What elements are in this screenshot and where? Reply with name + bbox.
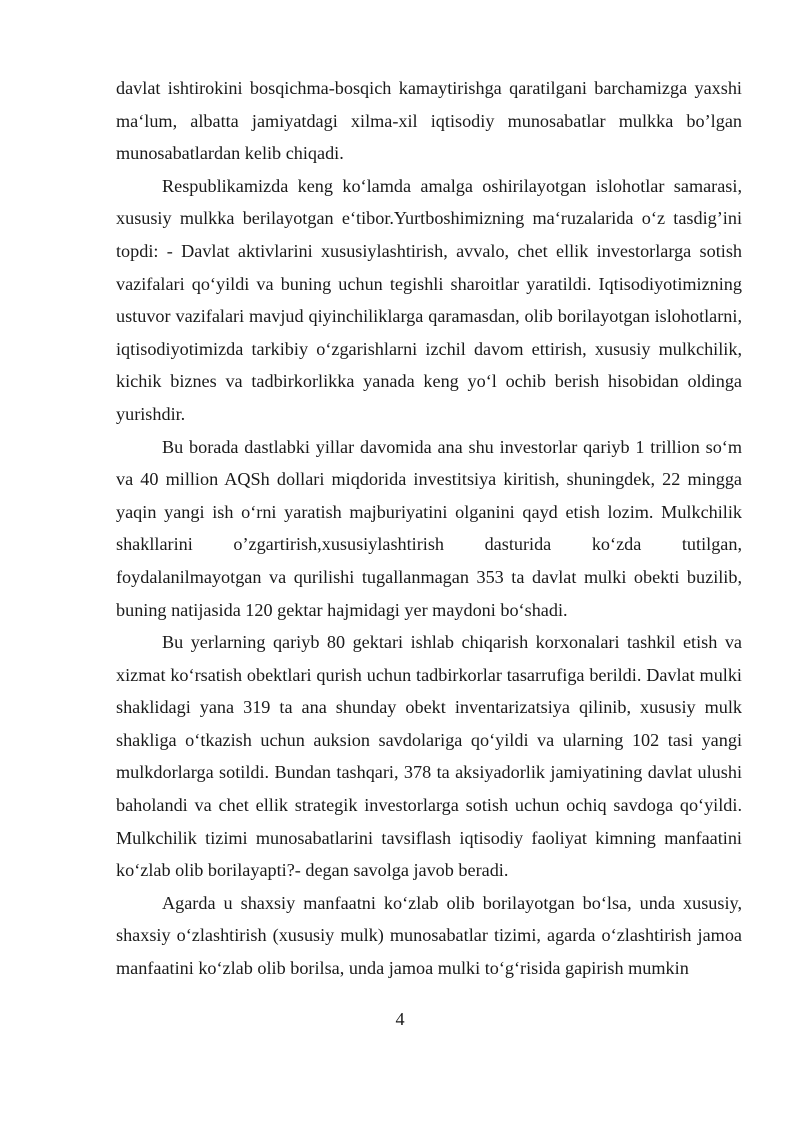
paragraph-land-allocation: Bu yerlarning qariyb 80 gektari ishlab chiqarish korxonalari tashkil etish va xizmat koʻrsatish obektlari qurish uchun tadbirkorlar tasarrufiga berildi. Davlat mulki shaklidagi yana 319 ta ana shunday obekt inventarizatsiya qilinib, xususiy mulk shakliga oʻtkazish uchun auksion savdolariga qoʻyildi va ularning 102 tasi yangi mulkdorlarga sotildi. Bundan tashqari, 378 ta aksiyadorlik jamiyatining davlat ulushi baholandi va chet ellik strategik investorlarga sotish uchun ochiq savdoga qoʻyildi. Mulkchilik tizimi munosabatlarini tavsiflash iqtisodiy faoliyat kimning manfaatini koʻzlab olib borilayapti?- degan savolga javob beradi. (116, 632, 742, 881)
paragraph-investors: Bu borada dastlabki yillar davomida ana shu investorlar qariyb 1 trillion soʻm va 40 million AQSh dollari miqdorida investitsiya kiritish, shuningdek, 22 mingga yaqin yangi ish oʻrni yaratish majburiyatini olganini qayd etish lozim. Mulkchilik shakllarini o’zgartirish,xususiylashtirish dasturida koʻzda tutilgan, foydalanilmayotgan va qurilishi tugallanmagan 353 ta davlat mulki obekti buzilib, buning natijasida 120 gektar hajmidagi yer maydoni boʻshadi. (116, 436, 742, 620)
paragraph-ownership: Agarda u shaxsiy manfaatni koʻzlab olib borilayotgan boʻlsa, unda xususiy, shaxsiy oʻzlashtirish (xususiy mulk) munosabatlar tizimi, agarda oʻzlashtirish jamoa manfaatini koʻzlab olib borilsa, unda jamoa mulki toʻgʻrisida gapirish mumkin (116, 892, 742, 979)
page-number: 4 (395, 1009, 405, 1029)
document-body (116, 72, 742, 985)
paragraph-reforms: Respublikamizda keng koʻlamda amalga oshirilayotgan islohotlar samarasi, xususiy mulkka berilayotgan eʻtibor.Yurtboshimizning maʻruzalarida oʻz tasdig’ini topdi: - Davlat aktivlarini xususiylashtirish, avvalo, chet ellik investorlarga sotish vazifalari qoʻyildi va buning uchun tegishli sharoitlar yaratildi. Iqtisodiyotimizning ustuvor vazifalari mavjud qiyinchiliklarga qaramasdan, olib borilayotgan islohotlarni, iqtisodiyotimizda tarkibiy oʻzgarishlarni izchil davom ettirish, xususiy mulkchilik, kichik biznes va tadbirkorlikka yanada keng yoʻl ochib berish hisobidan oldinga yurishdir. (116, 175, 742, 424)
paragraph-continuation: davlat ishtirokini bosqichma-bosqich kamaytirishga qaratilgani barchamizga yaxshi maʻlum, albatta jamiyatdagi xilma-xil iqtisodiy munosabatlar mulkka bo’lgan munosabatlardan kelib chiqadi. (116, 78, 742, 164)
